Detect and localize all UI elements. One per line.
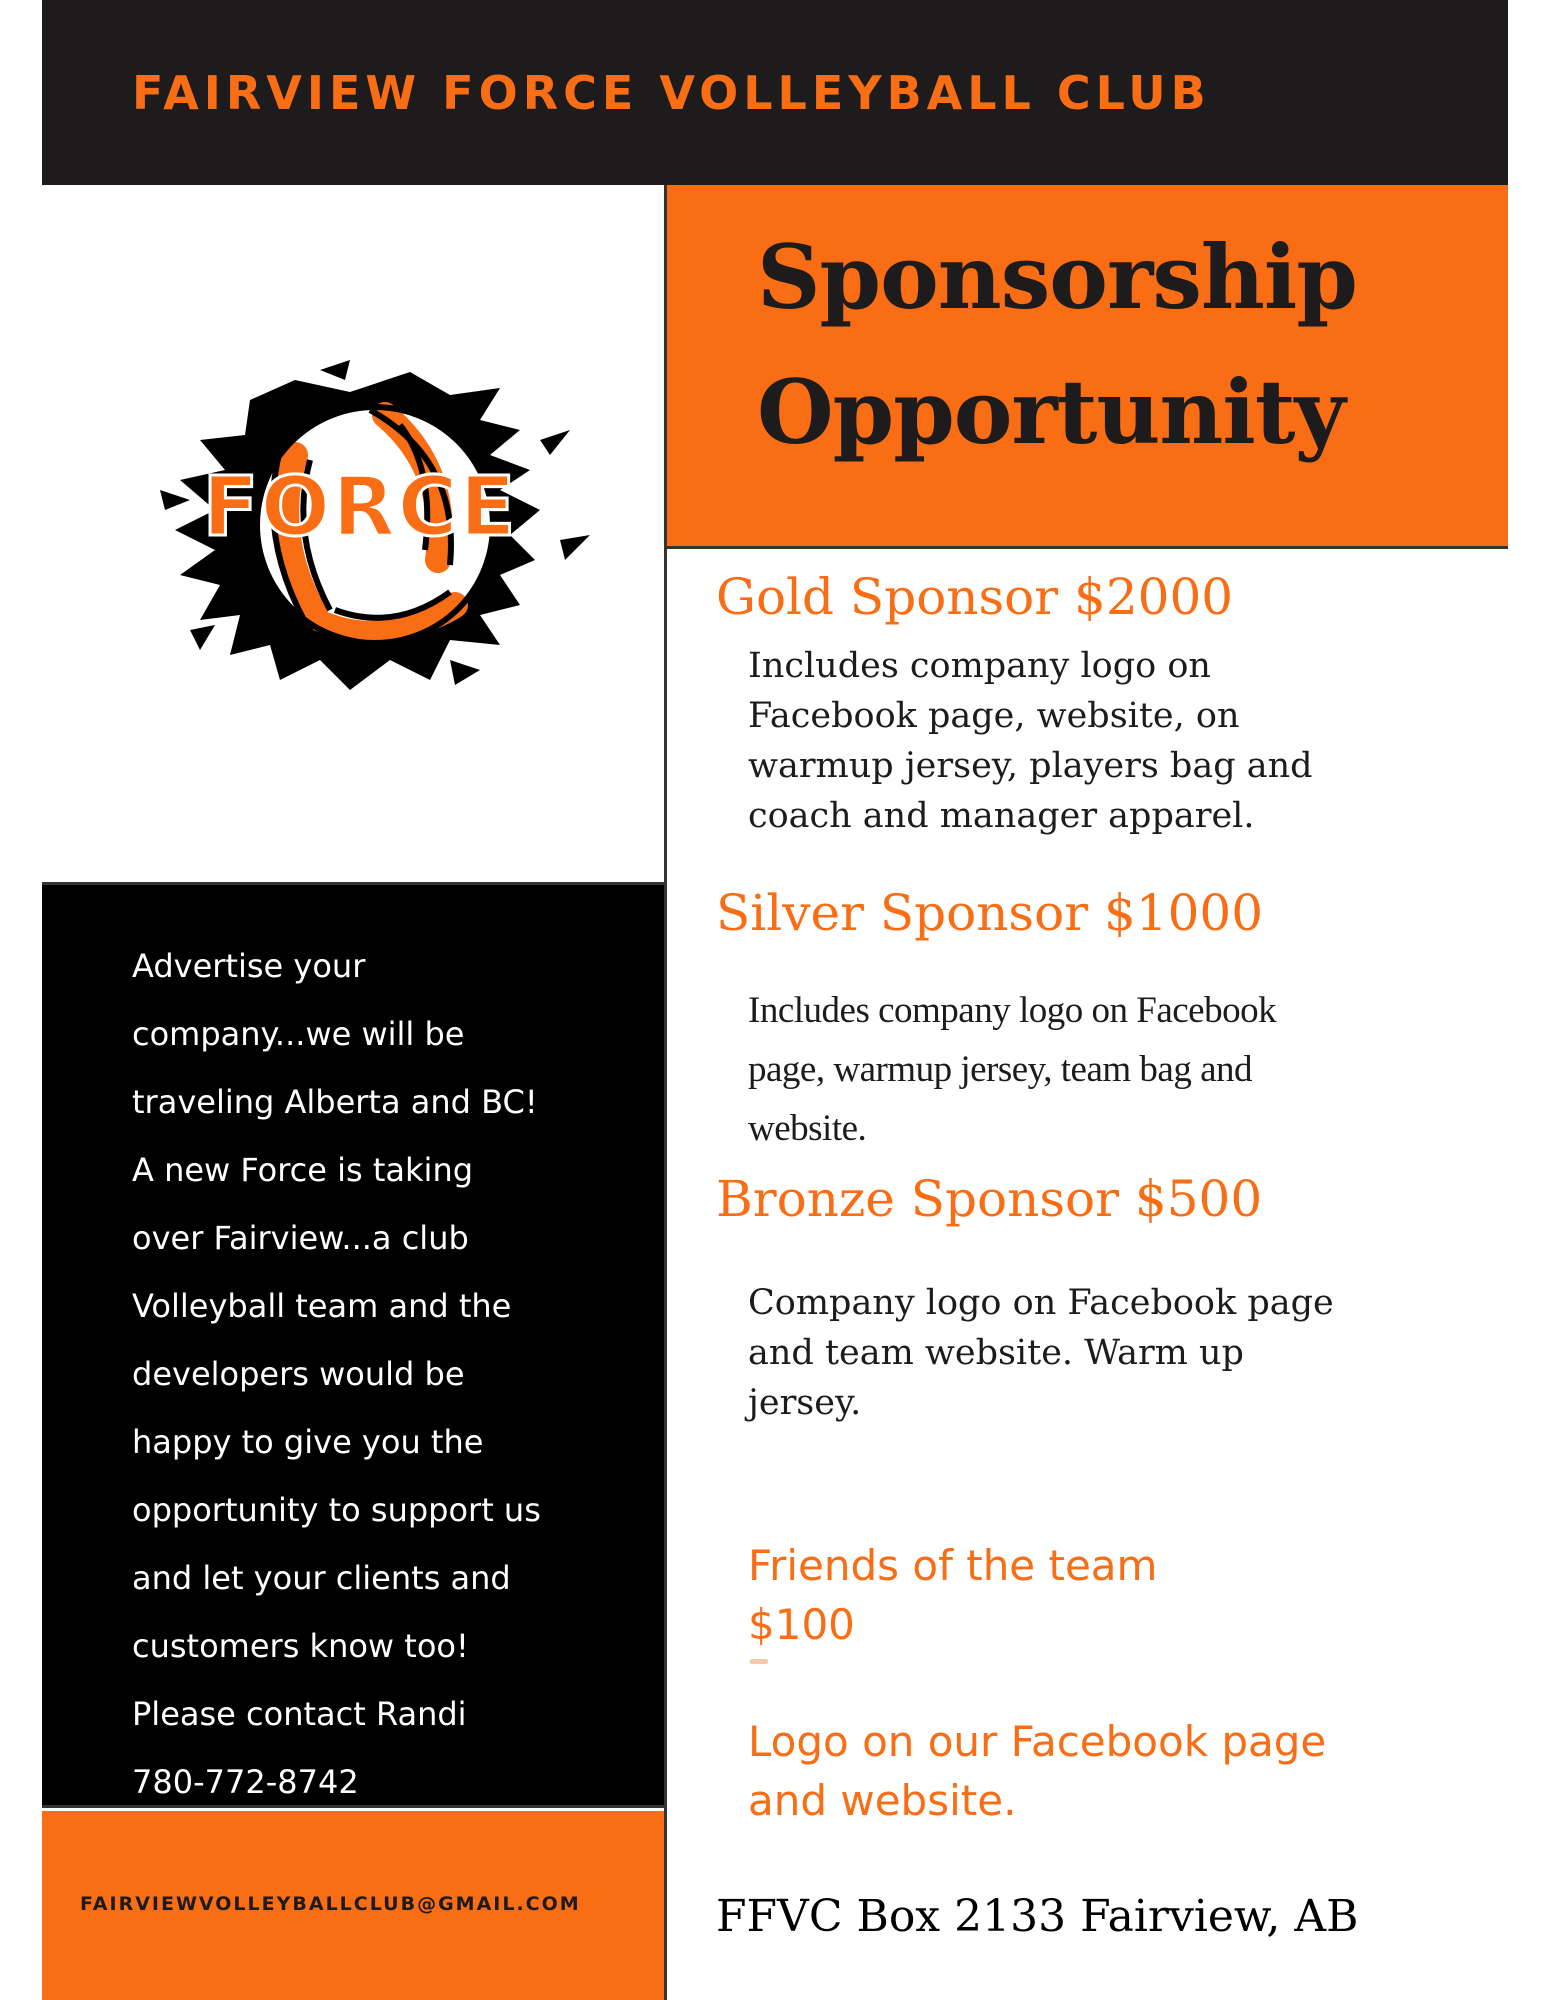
contact-email-link[interactable]: FAIRVIEWVOLLEYBALLCLUB@GMAIL.COM xyxy=(80,1893,581,1915)
bronze-sponsor-desc: Company logo on Facebook page xyxy=(748,1283,1334,1323)
header-bar xyxy=(42,0,1508,185)
pitch-line: opportunity to support us xyxy=(132,1491,541,1529)
club-name: FAIRVIEW FORCE VOLLEYBALL CLUB xyxy=(132,66,1211,120)
pitch-line: Volleyball team and the xyxy=(132,1287,512,1325)
gold-sponsor-desc: Includes company logo on xyxy=(748,646,1211,686)
silver-sponsor-desc: page, warmup jersey, team bag and xyxy=(748,1049,1253,1090)
logo-text: FORCE xyxy=(202,460,518,555)
pitch-line: happy to give you the xyxy=(132,1423,484,1461)
friends-title: Friends of the team xyxy=(748,1541,1158,1590)
friends-desc: and website. xyxy=(748,1776,1017,1825)
pitch-line: Please contact Randi xyxy=(132,1695,467,1733)
silver-sponsor-desc: Includes company logo on Facebook xyxy=(748,990,1277,1031)
gold-sponsor-title: Gold Sponsor $2000 xyxy=(716,568,1234,626)
email-footer xyxy=(42,1811,664,2000)
title-box xyxy=(667,185,1508,549)
silver-sponsor-desc: website. xyxy=(748,1108,867,1149)
bronze-sponsor-desc: jersey. xyxy=(748,1383,862,1423)
bronze-sponsor-title: Bronze Sponsor $500 xyxy=(716,1170,1263,1228)
gold-sponsor-desc: Facebook page, website, on xyxy=(748,696,1240,736)
pitch-line: traveling Alberta and BC! xyxy=(132,1083,538,1121)
gold-sponsor-desc: warmup jersey, players bag and xyxy=(748,746,1313,786)
gold-sponsor-desc: coach and manager apparel. xyxy=(748,796,1255,836)
pitch-line: Advertise your xyxy=(132,947,366,985)
bronze-sponsor-desc: and team website. Warm up xyxy=(748,1333,1244,1373)
volleyball-logo-icon xyxy=(120,360,600,700)
mailing-address: FFVC Box 2133 Fairview, AB xyxy=(716,1891,1359,1942)
silver-sponsor-title: Silver Sponsor $1000 xyxy=(716,884,1264,942)
force-logo xyxy=(120,360,600,700)
contact-phone[interactable]: 780-772-8742 xyxy=(132,1763,359,1801)
decorative-dash xyxy=(750,1659,768,1664)
pitch-panel xyxy=(42,885,664,1808)
pitch-line: over Fairview...a club xyxy=(132,1219,469,1257)
pitch-line: company...we will be xyxy=(132,1015,465,1053)
pitch-line: A new Force is taking xyxy=(132,1151,474,1189)
pitch-line: customers know too! xyxy=(132,1627,469,1665)
pitch-line: developers would be xyxy=(132,1355,465,1393)
friends-price: $100 xyxy=(748,1600,855,1649)
pitch-line: and let your clients and xyxy=(132,1559,511,1597)
title-line-1: Sponsorship xyxy=(757,225,1357,329)
friends-desc: Logo on our Facebook page xyxy=(748,1717,1327,1766)
title-line-2: Opportunity xyxy=(757,360,1345,464)
